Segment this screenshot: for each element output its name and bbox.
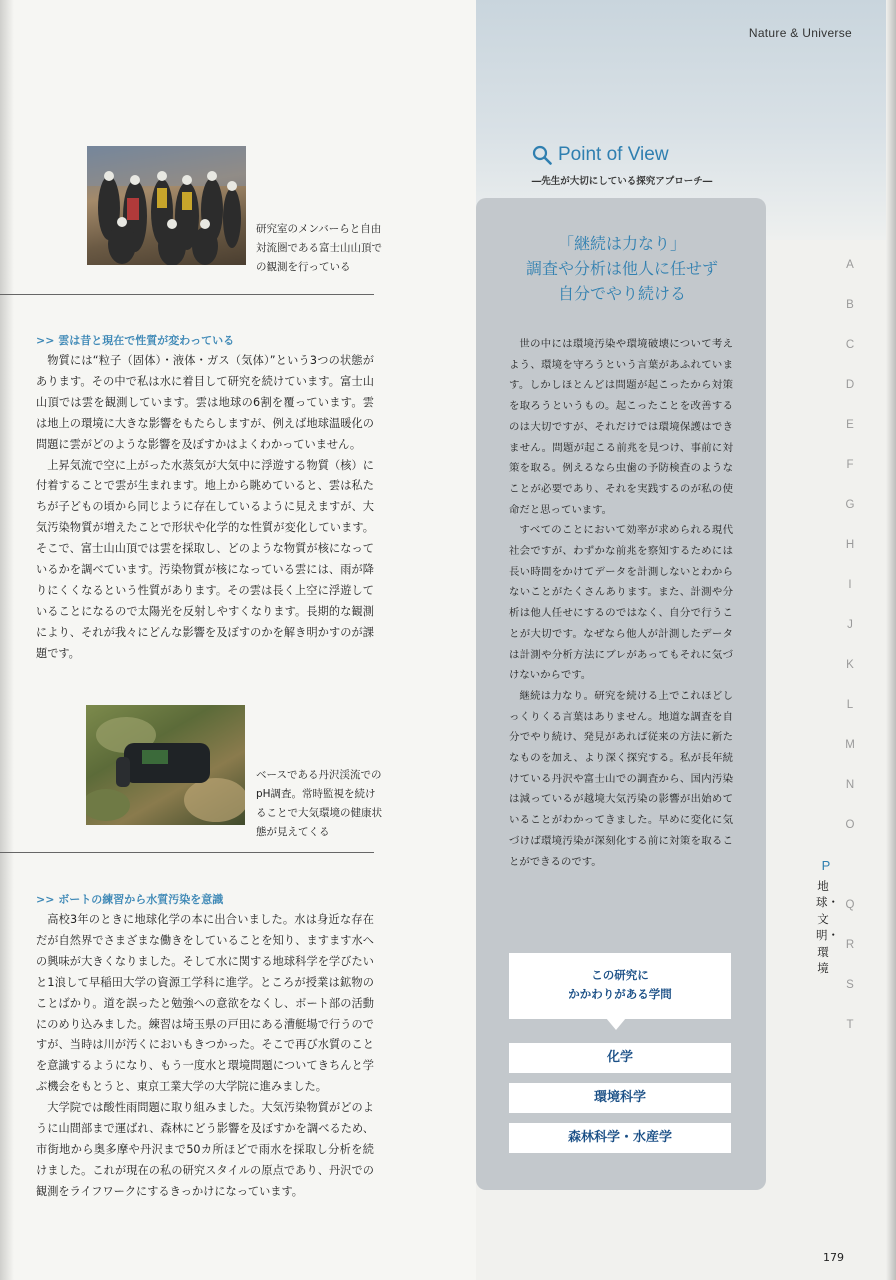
paragraph: すべてのことにおいて効率が求められる現代社会ですが、わずかな前兆を察知するためには長い時間をかけてデータを計測しないとわからないことがたくさんあります。また、計測や分析は他人任せにするのではなく、自分で行うことが大切です。なぜなら他人が計測したデータは計測や分析方法にブレがあってもそれに気づけないからです。 (509, 524, 733, 682)
photo-stream-survey (86, 705, 245, 825)
paragraph: 世の中には環境汚染や環境破壊について考えよう、環境を守ろうという言葉があふれています。しかしほとんどは問題が起こったから対策を取ろうというもの。起こったことを改善するのは大切ですが、それだけでは環境保護はできません。問題が起こる前兆を見つけ、事前に対策を取る。例えるなら虫歯の予防検査のようなことが必要であり、それを実践するのが私の使命だと思っています。 (509, 338, 733, 516)
field-forestry-fisheries: 森林科学・水産学 (509, 1123, 731, 1153)
index-letter: R (845, 939, 855, 951)
related-fields-heading (509, 953, 731, 1019)
index-letter: T (846, 1019, 854, 1031)
index-letter: F (846, 459, 854, 471)
section-header: Nature & Universe (748, 26, 852, 40)
index-letter: C (845, 339, 855, 351)
related-heading-line: かかわりがある学問 (568, 987, 672, 1001)
index-letter: S (846, 979, 854, 991)
index-letter: G (845, 499, 855, 511)
index-letter: O (845, 819, 855, 831)
index-letter: J (847, 619, 853, 631)
index-letter-active: P (821, 858, 831, 873)
pov-subtitle: ―先生が大切にしている探究アプローチ― (531, 176, 713, 187)
index-active-label: 地球・文明・環境 (816, 879, 839, 976)
point-of-view-title (532, 144, 669, 166)
photo-caption: ベースである丹沢渓流でのpH調査。常時監視を続けることで大気環境の健康状態が見えてくる (256, 769, 382, 838)
field-environmental-science: 環境科学 (509, 1083, 731, 1113)
paragraph: 上昇気流で空に上がった水蒸気が大気中に浮遊する物質（核）に付着することで雲が生まれます。地上から眺めていると、雲は私たちが子どもの頃から同じように存在しているように見えますが、大気汚染物質が増えたことで形状や化学的な性質が変化しています。そこで、富士山山頂では雲を採取し、どのような物質が核になっているかを調べています。汚染物質が核になっている雲には、雨が降りにくくなるという性質があります。その雲は長く上空に浮遊していることになるので太陽光を反射しやすくなります。長期的な観測により、それが我々にどんな影響を及ぼすのかを解き明かすのが課題です。 (36, 458, 374, 660)
pov-headline (480, 231, 764, 306)
related-heading-line: この研究に (591, 968, 649, 982)
headline-line: 自分でやり続ける (557, 284, 686, 303)
pov-body (509, 334, 733, 872)
index-letter: H (845, 539, 855, 551)
magnifier-icon (532, 145, 552, 165)
speech-pointer (606, 1018, 626, 1030)
index-letter: N (845, 779, 855, 791)
headline-line: 調査や分析は他人に任せず (525, 259, 718, 278)
index-letter: A (846, 259, 854, 271)
paragraph: 物質には“粒子（固体）・液体・ガス（気体）”という3つの状態があります。その中で私は水に着目して研究を続けています。富士山山頂では雲を観測しています。雲は地球の6割を覆っています。雲は地上の環境に大きな影響をもたらしますが、例えば地球温暖化の問題に雲がどのような影響を及ぼすかはよくわかっていません。 (36, 354, 374, 451)
index-letter: K (846, 659, 854, 671)
divider (0, 294, 374, 295)
index-letter: M (845, 739, 855, 751)
paragraph: 高校3年のときに地球化学の本に出合いました。水は身近な存在だが自然界でさまざまな働きをしていることを知り、ますます水への興味が大きくなりました。そして水に関する地球科学を学びたいと1浪して早稲田大学の資源工学科に進学。ところが授業は鉱物のことばかり。道を誤ったと勉強への意欲をなくし、ボート部の活動にのめり込みました。練習は埼玉県の戸田にある漕艇場で行うのですが、当時は川が汚くにおいもきつかった。そこで再び水質のことを意識するようになり、もう一度水と環境問題についてきちんと学ぶ機会をもとうと、東京工業大学の大学院に進みました。 (36, 913, 374, 1094)
section-heading: >> ボートの練習から水質汚染を意識 (36, 893, 224, 906)
index-letter: L (846, 699, 854, 711)
paragraph: 大学院では酸性雨問題に取り組みました。大気汚染物質がどのように山間部まで運ばれ、森林にどう影響を及ぼすかを調べるため、市街地から奥多摩や丹沢まで50カ所ほどで雨水を採取し分析を続けました。これが現在の私の研究スタイルの原点であり、丹沢での観測をライフワークにするきっかけになっています。 (36, 1101, 374, 1198)
photo-caption: 研究室のメンバーらと自由対流圏である富士山山頂での観測を行っている (256, 223, 382, 273)
field-chemistry: 化学 (509, 1043, 731, 1073)
divider (0, 852, 374, 853)
headline-line: 「継続は力なり」 (557, 234, 686, 253)
binding-shadow (0, 0, 14, 1280)
page-edge (886, 0, 896, 1280)
article-body (36, 910, 374, 1203)
index-letter: I (848, 579, 852, 591)
section-heading: >> 雲は昔と現在で性質が変わっている (36, 334, 235, 347)
index-letter: D (845, 379, 855, 391)
pov-title-text: Point of View (558, 144, 669, 165)
index-letter: B (846, 299, 854, 311)
index-letter: E (846, 419, 854, 431)
index-letter: Q (845, 899, 855, 911)
page-number: 179 (823, 1251, 844, 1264)
article-body (36, 351, 374, 665)
photo-research-team (87, 146, 246, 265)
paragraph: 継続は力なり。研究を続ける上でこれほどしっくりくる言葉はありません。地道な調査を自分でやり続け、発見があれば従来の方法に新たなものを加え、より深く探究する。私が長年続けている丹沢や富士山での調査から、国内汚染は減っているが越境大気汚染の影響が出始めていることがわかってきました。早めに変化に気づけば環境汚染が深刻化する前に対策を取ることができるのです。 (509, 689, 733, 868)
